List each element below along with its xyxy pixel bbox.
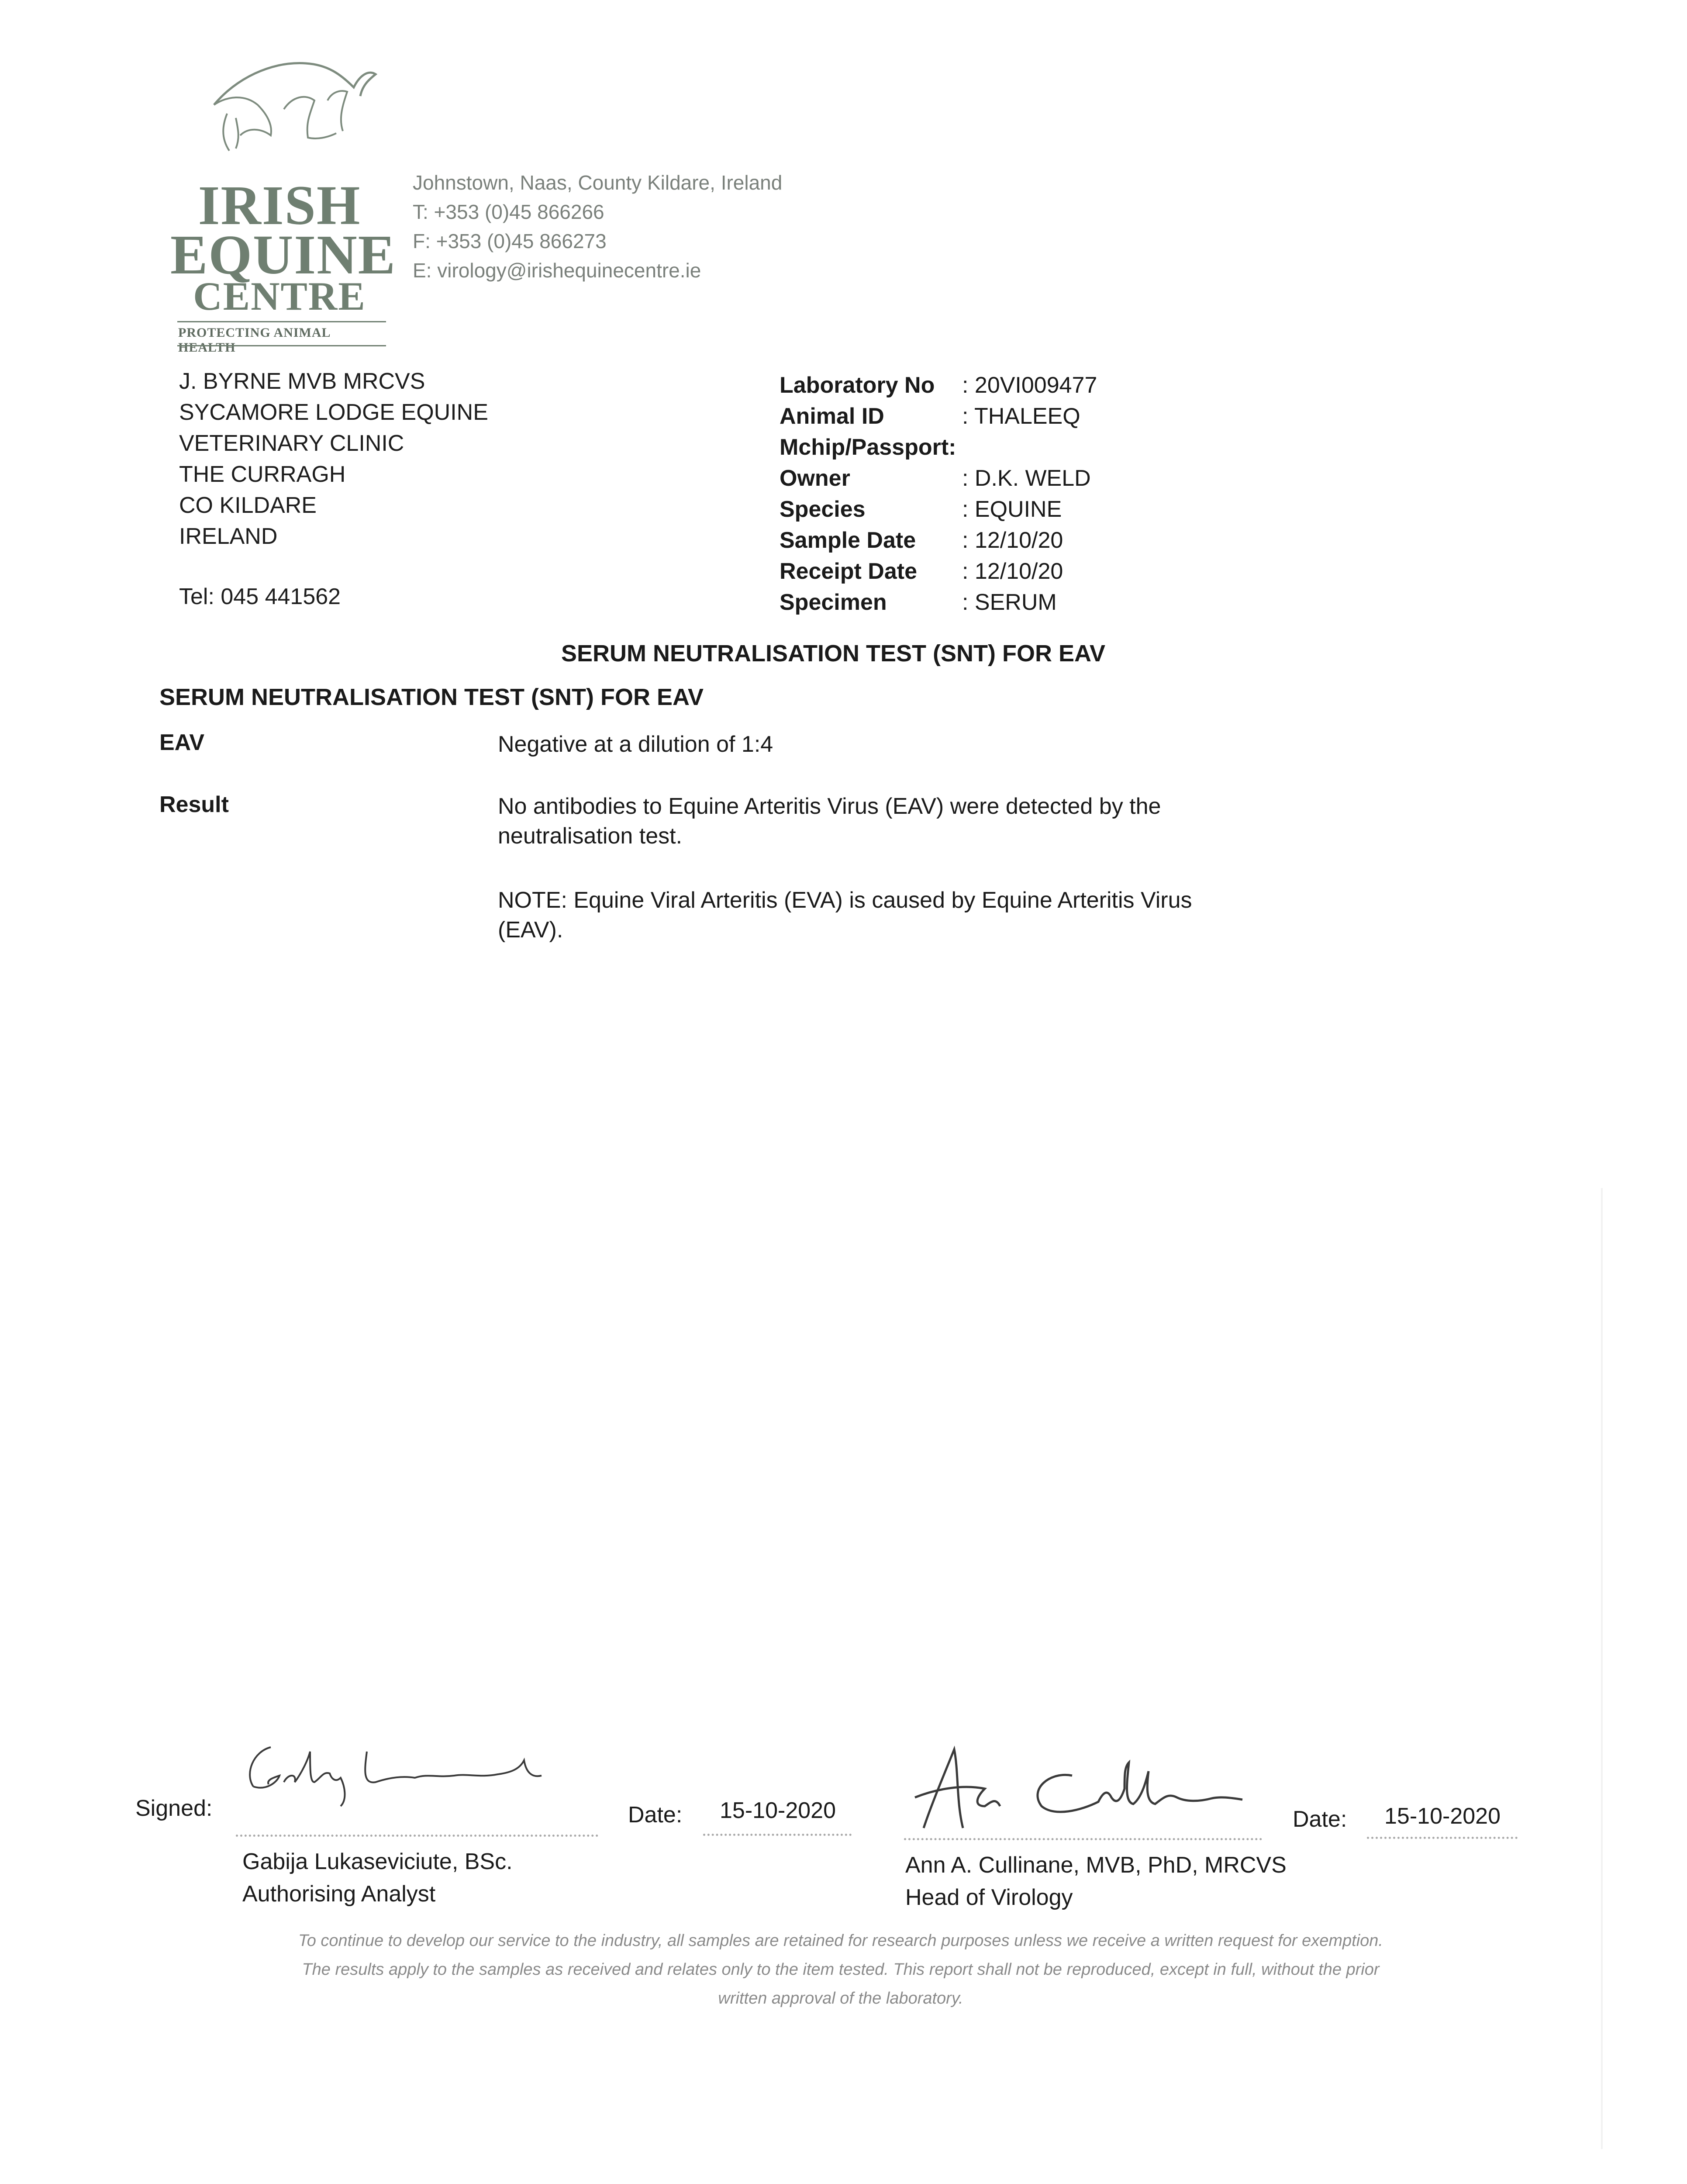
info-key: Laboratory No <box>780 373 935 398</box>
logo-divider <box>177 345 386 346</box>
head-name: Ann A. Cullinane, MVB, PhD, MRCVS <box>905 1852 1287 1878</box>
logo-divider <box>177 321 386 322</box>
centre-contact-block <box>413 168 782 285</box>
head-date: 15-10-2020 <box>1384 1804 1501 1829</box>
analyst-name: Gabija Lukaseviciute, BSc. <box>242 1849 513 1874</box>
horse-logo-icon <box>197 48 380 183</box>
centre-email: E: virology@irishequinecentre.ie <box>413 259 701 282</box>
head-role: Head of Virology <box>905 1885 1073 1910</box>
centre-address: Johnstown, Naas, County Kildare, Ireland <box>413 171 783 194</box>
info-key: Owner <box>780 466 850 491</box>
recipient-line: IRELAND <box>179 524 278 549</box>
scan-edge-mark <box>1601 1188 1603 2149</box>
centre-fax: F: +353 (0)45 866273 <box>413 230 607 252</box>
logo-line-irish: IRISH <box>198 174 361 236</box>
logo-line-centre: CENTRE <box>193 274 366 318</box>
footer-line: The results apply to the samples as received and relates only to the item tested. This report shall not be reproduced, except in full, without the prior <box>302 1960 1380 1979</box>
date-line <box>1367 1837 1518 1839</box>
footer-disclaimer <box>218 1926 1463 2013</box>
info-value: : D.K. WELD <box>962 466 1091 491</box>
info-value: : 12/10/20 <box>962 528 1063 553</box>
signature-line <box>236 1835 598 1837</box>
footer-line: written approval of the laboratory. <box>718 1989 963 2008</box>
signed-label: Signed: <box>135 1796 213 1821</box>
head-signature-block <box>905 1849 1287 1914</box>
info-value: : EQUINE <box>962 497 1062 522</box>
info-key: Species <box>780 497 866 522</box>
info-key: Specimen <box>780 590 887 615</box>
info-key: Mchip/Passport: <box>780 435 956 460</box>
date-label: Date: <box>1293 1807 1347 1832</box>
test-section-heading: SERUM NEUTRALISATION TEST (SNT) FOR EAV <box>159 684 704 710</box>
logo-tagline: PROTECTING ANIMAL HEALTH <box>178 325 330 355</box>
signature-line <box>904 1838 1262 1840</box>
result-value: No antibodies to Equine Arteritis Virus (EAV) were detected by the neutralisation test. <box>498 794 1161 849</box>
eav-label: EAV <box>159 730 205 755</box>
eav-value: Negative at a dilution of 1:4 <box>498 732 773 757</box>
analyst-role: Authorising Analyst <box>242 1881 436 1907</box>
note-text: NOTE: Equine Viral Arteritis (EVA) is caused by Equine Arteritis Virus (EAV). <box>498 888 1192 943</box>
info-key: Receipt Date <box>780 559 917 584</box>
recipient-line: VETERINARY CLINIC <box>179 431 404 456</box>
info-key: Sample Date <box>780 528 916 553</box>
date-label: Date: <box>628 1802 683 1828</box>
info-value: : 12/10/20 <box>962 559 1063 584</box>
signature-head-of-virology <box>897 1741 1247 1841</box>
analyst-signature-block <box>242 1845 513 1910</box>
analyst-date: 15-10-2020 <box>720 1798 836 1823</box>
irish-equine-centre-logo <box>170 48 397 354</box>
centre-phone: T: +353 (0)45 866266 <box>413 200 604 223</box>
logo-line-equine: EQUINE <box>170 224 396 286</box>
info-value: : SERUM <box>962 590 1057 615</box>
info-value: : THALEEQ <box>962 404 1080 429</box>
info-value: : 20VI009477 <box>962 373 1097 398</box>
signature-analyst <box>236 1734 576 1813</box>
date-line <box>703 1834 852 1836</box>
recipient-line: THE CURRAGH <box>179 462 346 487</box>
recipient-line: SYCAMORE LODGE EQUINE <box>179 400 488 425</box>
info-key: Animal ID <box>780 404 884 429</box>
recipient-line: J. BYRNE MVB MRCVS <box>179 369 425 394</box>
recipient-line: CO KILDARE <box>179 493 317 518</box>
footer-line: To continue to develop our service to the industry, all samples are retained for research purposes unless we receive a written request for exemption. <box>298 1932 1383 1950</box>
result-label: Result <box>159 792 229 817</box>
report-title: SERUM NEUTRALISATION TEST (SNT) FOR EAV <box>561 640 1105 667</box>
recipient-tel: Tel: 045 441562 <box>179 584 341 609</box>
recipient-address <box>179 366 488 552</box>
